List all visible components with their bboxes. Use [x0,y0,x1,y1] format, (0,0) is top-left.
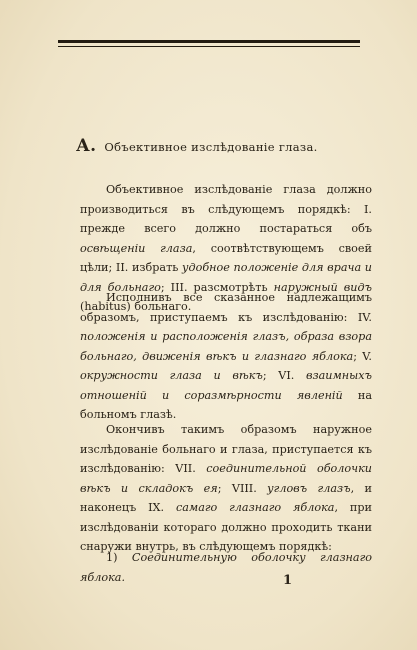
text-run: (habitus) больнаго. [80,300,192,313]
section-title: Объективное изслѣдованіе глаза. [104,140,318,154]
section-heading [76,136,366,156]
paragraph-4 [80,548,372,587]
text-run: 1) [106,551,132,564]
italic-text: соединительной оболочки вѣкъ и складокъ ея [80,462,372,495]
italic-text: наружный видъ [273,280,372,294]
italic-text: освѣщеніи глаза [80,241,193,255]
italic-text: взаимныхъ отношеній и соразмѣрности явленій [80,369,372,402]
italic-text: самаго глазнаго яблока [175,501,335,514]
text-run: Окончивъ такимъ образомъ наружное изслѣдованіе больнаго и глаза, приступается къ изслѣдованію: VII. [80,423,372,475]
text-run: ; VIII. [217,481,268,495]
header-rule-thin [58,46,360,47]
italic-text: Соединительную оболочку глазнаго яблока. [80,551,372,584]
section-letter: А. [76,136,97,156]
text-run: , соотвѣтствующемъ своей цѣли; ІІ. избрать [80,241,372,274]
header-rule-thick [58,40,360,43]
italic-text: угловъ глазъ [267,481,351,495]
paragraph-3 [80,420,372,557]
text-run: , при изслѣдованіи котораго должно проходить ткани снаружи внутрь, въ слѣдующемъ порядкѣ: [80,501,373,553]
text-run: , и наконецъ IX. [80,481,372,514]
text-run: ; V. [353,349,372,363]
page-number: 1 [283,573,293,588]
text-run: на больномъ глазѣ. [80,388,372,421]
text-run: Исполнивъ все сказанное надлежащимъ образомъ, приступаемъ къ изслѣдованію: IV. [80,291,372,324]
italic-text: удобное положеніе для врача и для больнаго [80,261,372,294]
italic-text: положенія и расположенія глазъ, образа взора больнаго, движенія вѣкъ и глазнаго яблока [80,330,372,363]
text-run: ; VI. [262,369,306,382]
text-run: Объективное изслѣдованіе глаза должно производиться въ слѣдующемъ порядкѣ: І. прежде всего должно постараться объ [80,183,372,235]
text-run: ; ІІІ. разсмотрѣть [160,280,274,294]
paragraph-2 [80,288,372,425]
italic-text: окружности глаза и вѣкъ [80,369,263,382]
